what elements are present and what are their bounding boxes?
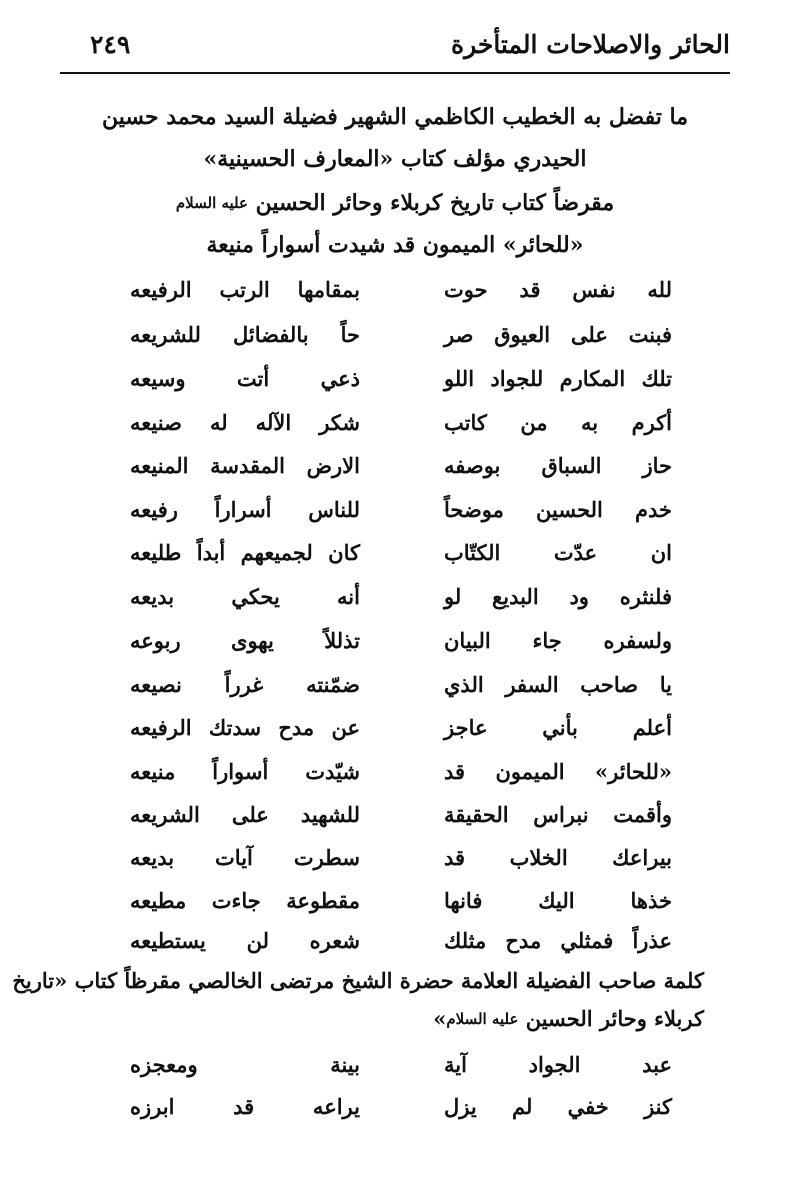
- verse-second-hemistich: بمقامها الرتب الرفيعه: [130, 277, 360, 302]
- verse-first-hemistich: ولسفره جاء البيان: [444, 628, 672, 653]
- second-intro-line-1: كلمة صاحب الفضيلة العلامة حضرة الشيخ مرتضى الخالصي مقرظاً كتاب «تاريخ: [12, 968, 704, 993]
- verse: [0, 577, 790, 617]
- verse-first-hemistich: أكرم به من كاتب: [444, 410, 672, 435]
- verse: [0, 315, 790, 355]
- verse: [0, 665, 790, 705]
- verse: [0, 921, 790, 961]
- intro-line-1: ما تفضل به الخطيب الكاظمي الشهير فضيلة السيد محمد حسين: [101, 104, 689, 130]
- verse: [0, 446, 790, 486]
- verse: [0, 533, 790, 573]
- verse-first-hemistich: أعلم بأني عاجز: [444, 715, 672, 740]
- verse-first-hemistich: فلنثره ود البديع لو: [444, 584, 672, 609]
- verse-second-hemistich: للناس أسراراً رفيعه: [130, 497, 360, 522]
- verse-second-hemistich: ضمّنته غرراً نصيعه: [130, 672, 360, 697]
- verse-second-hemistich: تذللاً يهوى ربوعه: [130, 628, 360, 653]
- verse: [0, 795, 790, 835]
- verse-second-hemistich: شيّدت أسواراً منيعه: [130, 759, 360, 784]
- verse-second-hemistich: مقطوعة جاءت مطيعه: [130, 888, 360, 913]
- verse-first-hemistich: خذها اليك فانها: [444, 888, 672, 913]
- verse: [0, 838, 790, 878]
- verse-first-hemistich: خدم الحسين موضحاً: [444, 497, 672, 522]
- running-header: [60, 28, 730, 74]
- second-intro-line-2-text: كربلاء وحائر الحسين: [525, 1006, 704, 1031]
- verse: [0, 708, 790, 748]
- verse-first-hemistich: ان عدّت الكتّاب: [444, 540, 672, 565]
- verse-second-hemistich: سطرت آيات بديعه: [130, 845, 360, 870]
- intro-line-3: [0, 190, 790, 216]
- verse-second-hemistich: بينة ومعجزه: [130, 1052, 360, 1077]
- page-number: ٢٤٩: [90, 30, 131, 59]
- verse: [0, 1087, 790, 1127]
- verse-first-hemistich: فبنت على العيوق صر: [444, 322, 672, 347]
- verse: [0, 1045, 790, 1085]
- intro-line-2: الحيدري مؤلف كتاب «المعارف الحسينية»: [203, 146, 587, 172]
- verse: [0, 359, 790, 399]
- verse: [0, 621, 790, 661]
- verse-first-hemistich: وأقمت نبراس الحقيقة: [444, 802, 672, 827]
- verse-second-hemistich: الارض المقدسة المنيعه: [130, 453, 360, 478]
- verse-first-hemistich: حاز السباق بوصفه: [444, 453, 672, 478]
- verse-second-hemistich: كان لجميعهم أبداً طليعه: [130, 540, 360, 565]
- verse-second-hemistich: حاً بالفضائل للشريعه: [130, 322, 360, 347]
- verse-second-hemistich: شكر الآله له صنيعه: [130, 410, 360, 435]
- closing-quote: »: [433, 1006, 447, 1031]
- verse: [0, 490, 790, 530]
- verse: [0, 752, 790, 792]
- verse-first-hemistich: بيراعك الخلاب قد: [444, 845, 672, 870]
- verse-second-hemistich: للشهيد على الشريعه: [130, 802, 360, 827]
- honorific-glyph: عليه السلام: [175, 194, 248, 212]
- verse-first-hemistich: عذراً فمثلي مدح مثلك: [444, 928, 672, 953]
- honorific-glyph: عليه السلام: [446, 1010, 519, 1028]
- verse-first-hemistich: تلك المكارم للجواد اللو: [444, 366, 672, 391]
- verse-second-hemistich: أنه يحكي بديعه: [130, 584, 360, 609]
- verse-first-hemistich: لله نفس قد حوت: [444, 277, 672, 302]
- verse-first-hemistich: كنز خفي لم يزل: [444, 1094, 672, 1119]
- verse: [0, 403, 790, 443]
- verse-second-hemistich: شعره لن يستطيعه: [130, 928, 360, 953]
- verse-second-hemistich: عن مدح سدتك الرفيعه: [130, 715, 360, 740]
- verse: [0, 881, 790, 921]
- verse-first-hemistich: «للحائر» الميمون قد: [444, 759, 672, 784]
- running-title: الحائر والاصلاحات المتأخرة: [450, 30, 730, 59]
- intro-line-4: «للحائر» الميمون قد شيدت أسواراً منيعة: [206, 232, 584, 258]
- verse-second-hemistich: ذعي أتت وسيعه: [130, 366, 360, 391]
- verse-first-hemistich: عبد الجواد آية: [444, 1052, 672, 1077]
- verse-second-hemistich: يراعه قد ابرزه: [130, 1094, 360, 1119]
- verse: [0, 270, 790, 310]
- second-intro-line-2: [433, 1006, 704, 1031]
- verse-first-hemistich: يا صاحب السفر الذي: [444, 672, 672, 697]
- intro-line-3-text: مقرضاً كتاب تاريخ كربلاء وحائر الحسين: [255, 190, 615, 216]
